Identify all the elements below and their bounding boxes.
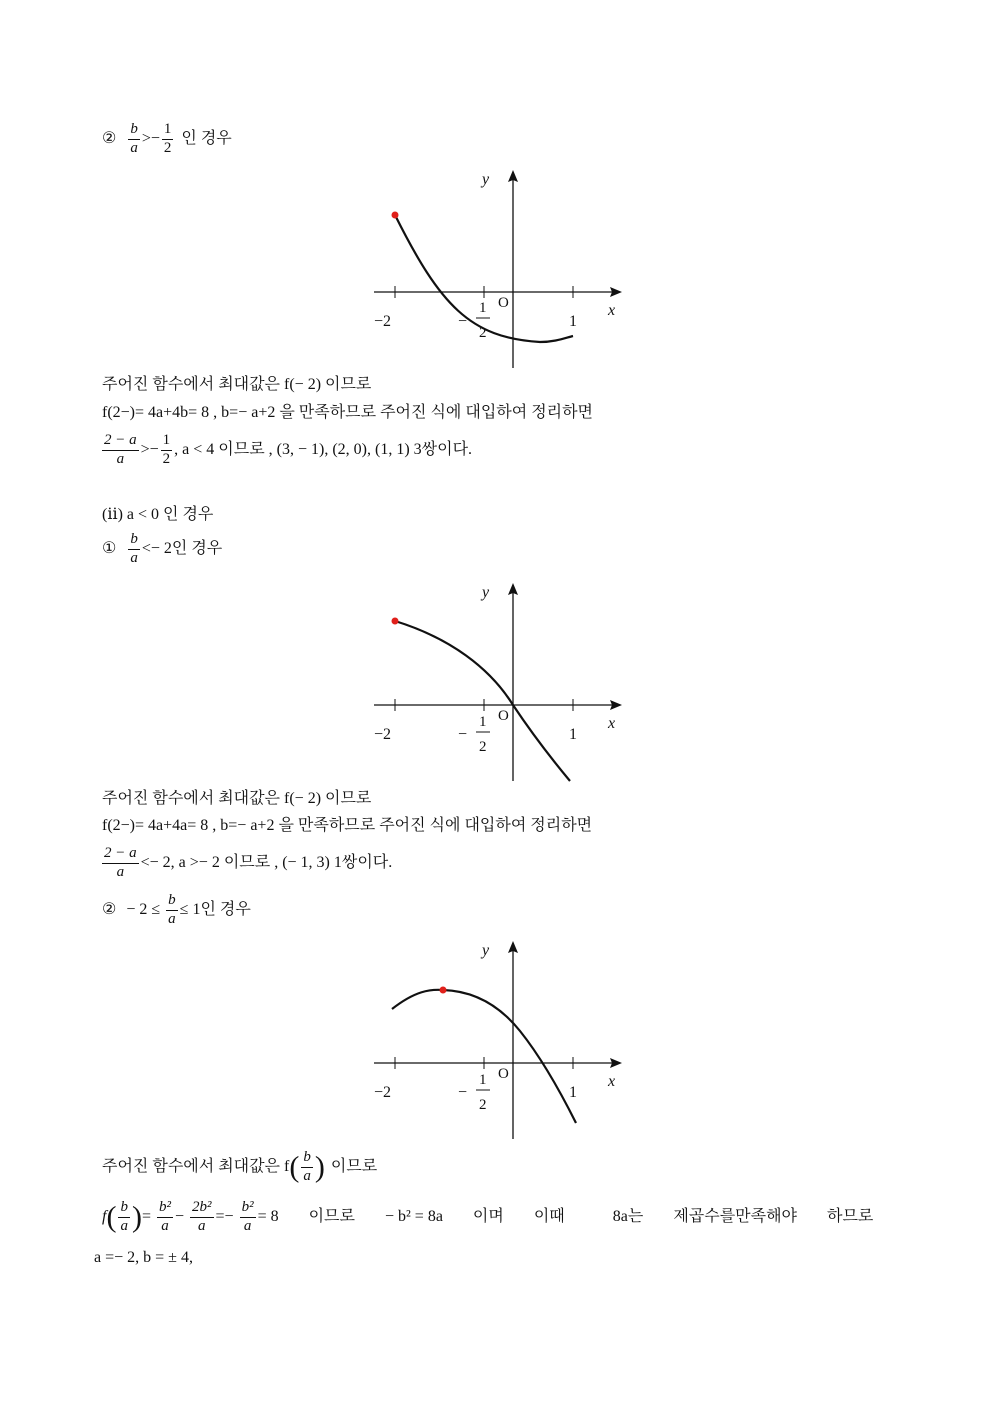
- tick-label-neg-half-num: 1: [479, 714, 487, 730]
- parabola-curve: [395, 621, 570, 781]
- tick-label-neg-half-sign: −: [458, 726, 468, 743]
- block-ii-2-line1: 주어진 함수에서 최대값은 f( $\frac{b}{a}$ ) 이므로: [102, 1149, 378, 1184]
- fraction-one-half: $\frac{1}{2}$: [162, 432, 171, 467]
- case-marker: ②: [102, 900, 117, 918]
- case-marker: ①: [102, 539, 117, 557]
- fraction-b-over-a: $\frac{b}{a}$: [130, 531, 138, 566]
- tick-label-1: 1: [569, 1084, 577, 1101]
- fraction-2b2-over-a: $\frac{\text{2b²}}{a}$: [192, 1199, 212, 1234]
- block-i-2-line1: 주어진 함수에서 최대값은 f(− 2) 이므로: [102, 376, 372, 393]
- parabola-curve: [395, 215, 573, 342]
- block-i-2-line2: f(2−)= 4a+4b= 8 , b=− a+2 을 만족하므로 주어진 식에 대입하여 정리하면: [102, 404, 594, 421]
- fraction-b-over-a: $\frac{b}{a}$: [130, 121, 138, 156]
- y-axis-label: y: [482, 584, 490, 601]
- tick-label-1: 1: [569, 726, 577, 743]
- max-point: [392, 618, 399, 625]
- case-ii-2-heading: ② − 2 ≤ $\frac{b}{a}$ ≤ 1인 경우: [102, 892, 251, 927]
- x-axis-label: x: [608, 302, 616, 319]
- graph-2: [360, 573, 640, 788]
- block-ii-1-line3: $\frac{2 - a}{a}$ <− 2, a >− 2 이므로 , (− 1, 3) 1쌍이다.: [104, 845, 393, 880]
- y-axis: [508, 941, 518, 1139]
- max-point: [440, 987, 447, 994]
- y-axis-label: y: [482, 171, 490, 188]
- case-marker: ②: [102, 129, 117, 147]
- case-ii-1-heading: ① $\frac{b}{a}$ <− 2인 경우: [102, 531, 223, 566]
- fraction-2-minus-a-over-a: $\frac{2 - a}{a}$: [104, 845, 137, 880]
- graph-1: [360, 160, 640, 375]
- fraction-one-half: $\frac{1}{2}$: [163, 121, 172, 156]
- tick-label-neg-half-sign: −: [458, 313, 468, 330]
- fraction-b2-over-a-2: $\frac{\text{b²}}{a}$: [241, 1199, 254, 1234]
- y-axis: [508, 583, 518, 781]
- block-ii-2-line3: a =− 2, b = ± 4,: [94, 1249, 193, 1266]
- tick-label-neg-half-num: 1: [479, 300, 487, 316]
- max-point: [392, 212, 399, 219]
- block-ii-1-line2: f(2−)= 4a+4a= 8 , b=− a+2 을 만족하므로 주어진 식에 대입하여 정리하면: [102, 817, 593, 834]
- tick-label-neg-half-num: 1: [479, 1072, 487, 1088]
- tick-label-neg-half-sign: −: [458, 1084, 468, 1101]
- fraction-2-minus-a-over-a: $\frac{2 - a}{a}$: [104, 432, 137, 467]
- fraction-b-over-a: $\frac{b}{a}$: [303, 1149, 311, 1184]
- origin-label: O: [498, 295, 509, 311]
- y-axis-label: y: [482, 942, 490, 959]
- fraction-b2-over-a: $\frac{\text{b²}}{a}$: [158, 1199, 171, 1234]
- x-axis-label: x: [608, 1073, 616, 1090]
- tick-label-1: 1: [569, 313, 577, 330]
- origin-label: O: [498, 708, 509, 724]
- x-axis-label: x: [608, 715, 616, 732]
- tick-label-neg-half-den: 2: [479, 739, 487, 755]
- block-ii-1-line1: 주어진 함수에서 최대값은 f(− 2) 이므로: [102, 790, 372, 807]
- block-i-2-line3: $\frac{2 - a}{a}$ >− $\frac{1}{2}$ , a < 4 이므로 , (3, − 1), (2, 0), (1, 1) 3쌍이다.: [104, 432, 473, 467]
- tick-label-neg-half-den: 2: [479, 325, 487, 341]
- tick-label-neg2: −2: [374, 313, 392, 330]
- tick-label-neg2: −2: [374, 726, 392, 743]
- graph-3: [360, 931, 640, 1146]
- fraction-b-over-a: $\frac{b}{a}$: [168, 892, 176, 927]
- block-ii-2-line2: f( $\frac{b}{a}$ )= $\frac{\text{b²}}{a}$ − $\frac{\text{2b²}}{a}$ =− $\frac{\text{b²}}{a}$ = 8 이므로 − b² = 8a 이며 이때 8a는 제곱수를만족해야 하므로: [102, 1199, 874, 1234]
- case-i-2-heading: ② $\frac{b}{a}$ >− $\frac{1}{2}$ 인 경우: [102, 121, 232, 156]
- tick-label-neg2: −2: [374, 1084, 392, 1101]
- fraction-b-over-a: $\frac{b}{a}$: [120, 1199, 128, 1234]
- case-ii-header: (ⅱ) a < 0 인 경우: [102, 506, 214, 523]
- origin-label: O: [498, 1066, 509, 1082]
- tick-label-neg-half-den: 2: [479, 1097, 487, 1113]
